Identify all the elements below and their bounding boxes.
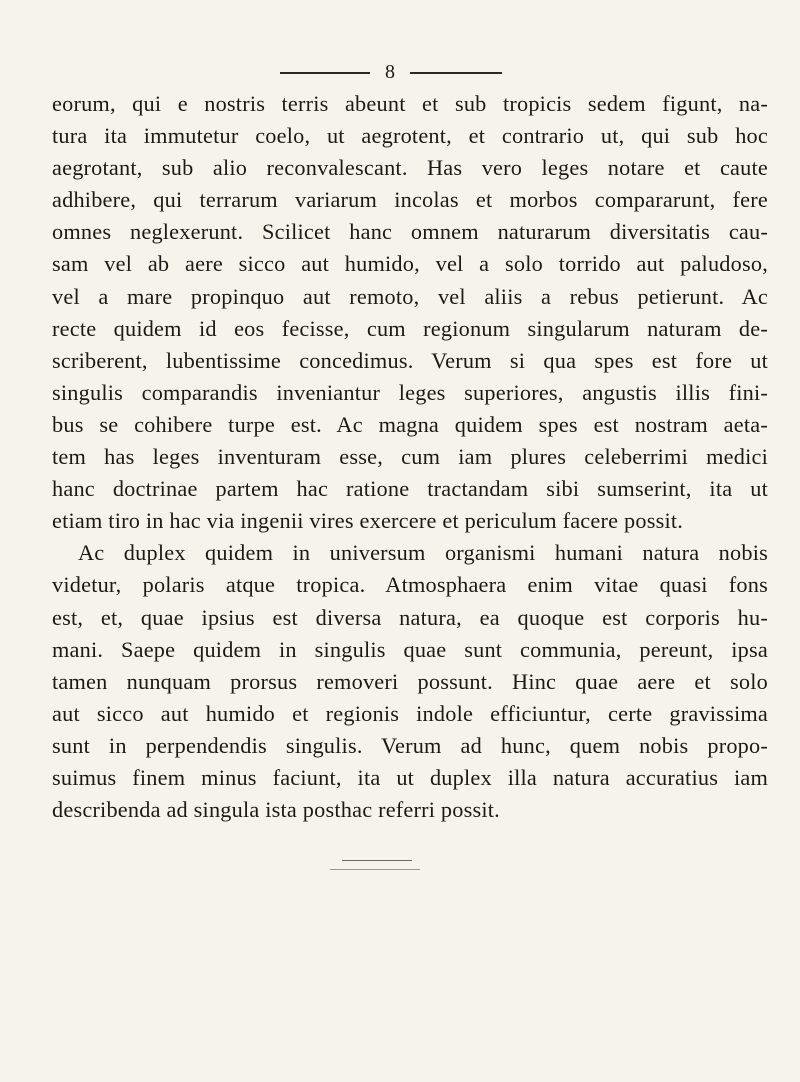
text-line: tura ita immutetur coelo, ut aegrotent, et contrario ut, qui sub hoc [52,123,768,149]
page-header [0,60,800,84]
text-line: recte quidem id eos fecisse, cum regionum singularum naturam de- [52,315,768,341]
text-line: tem has leges inventuram esse, cum iam plures celeberrimi medici [52,444,768,470]
text-line: adhibere, qui terrarum variarum incolas et morbos compararunt, fere [52,187,768,213]
text-line: sunt in perpendendis singulis. Verum ad hunc, quem nobis propo- [52,732,768,758]
text-line: est, et, quae ipsius est diversa natura, ea quoque est corporis hu- [52,604,768,630]
text-line: aegrotant, sub alio reconvalescant. Has vero leges notare et caute [52,155,768,181]
text-line: tamen nunquam prorsus removeri possunt. Hinc quae aere et solo [52,668,768,694]
text-line: sam vel ab aere sicco aut humido, vel a solo torrido aut paludoso, [52,251,768,277]
header-rule-right [410,72,502,74]
text-line: singulis comparandis inveniantur leges superiores, angustis illis fini- [52,379,768,405]
text-line: scriberent, lubentissime concedimus. Verum si qua spes est fore ut [52,347,768,373]
text-line: describenda ad singula ista posthac referri possit. [52,797,500,823]
text-line: bus se cohibere turpe est. Ac magna quidem spes est nostram aeta- [52,411,768,437]
text-line: aut sicco aut humido et regionis indole efficiuntur, certe gravissima [52,700,768,726]
footer-rule [330,869,420,870]
page-number: 8 [385,61,395,83]
text-line: vel a mare propinquo aut remoto, vel aliis a rebus petierunt. Ac [52,283,768,309]
header-rule-left [280,72,370,74]
paragraph-start-line: Ac duplex quidem in universum organismi humani natura nobis [78,540,768,566]
body-text [52,88,768,826]
text-line: hanc doctrinae partem hac ratione tractandam sibi sumserint, ita ut [52,476,768,502]
footer-rule [342,860,412,861]
text-line: etiam tiro in hac via ingenii vires exercere et periculum facere possit. [52,508,684,534]
text-line: eorum, qui e nostris terris abeunt et sub tropicis sedem figunt, na- [52,91,768,116]
text-line: videtur, polaris atque tropica. Atmosphaera enim vitae quasi fons [52,572,768,598]
text-line: mani. Saepe quidem in singulis quae sunt communia, pereunt, ipsa [52,636,768,662]
text-line: suimus finem minus faciunt, ita ut duplex illa natura accuratius iam [52,764,768,790]
text-line: omnes neglexerunt. Scilicet hanc omnem naturarum diversitatis cau- [52,219,768,245]
